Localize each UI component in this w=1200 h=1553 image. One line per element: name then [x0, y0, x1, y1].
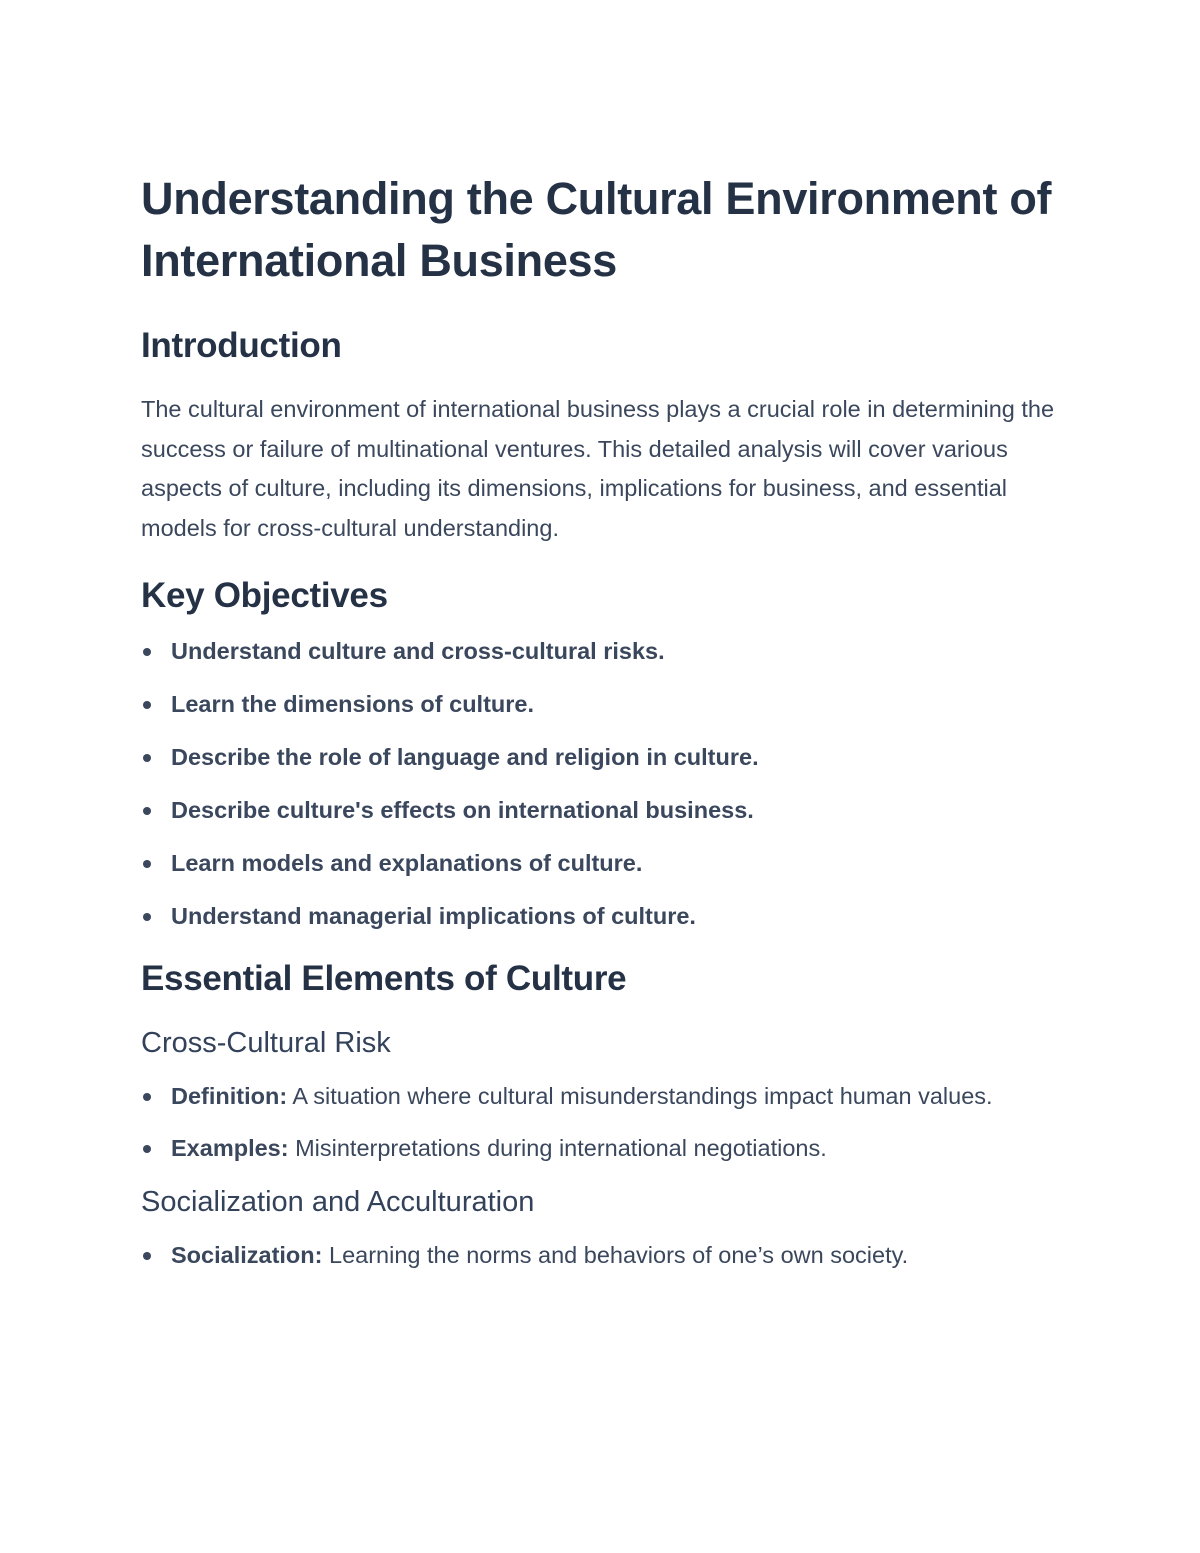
key-objectives-heading: Key Objectives [141, 576, 388, 615]
definition-term: Definition: [171, 1082, 288, 1109]
list-item [141, 738, 1071, 778]
bullet-icon [143, 648, 151, 656]
list-item [141, 791, 1071, 831]
introduction-paragraph: The cultural environment of international business plays a crucial role in determining the success or failure of multinational ventures. This detailed analysis will cover various aspects of culture, including its dimensions, implications for business, and essential models for cross-cultural understanding. [141, 396, 1055, 541]
list-item [141, 1236, 1071, 1276]
list-item [141, 632, 1071, 672]
bullet-icon [143, 1145, 151, 1153]
bullet-icon [143, 754, 151, 762]
list-item [141, 685, 1071, 725]
bullet-icon [143, 860, 151, 868]
socialization-term: Socialization: [171, 1241, 323, 1268]
list-item [141, 1077, 1071, 1117]
bullet-icon [143, 1252, 151, 1260]
list-item [141, 1129, 1071, 1169]
cross-cultural-risk-heading: Cross-Cultural Risk [141, 1026, 391, 1059]
bullet-icon [143, 913, 151, 921]
objective-text: Learn models and explanations of culture. [171, 850, 643, 876]
definition-text: A situation where cultural misunderstandings impact human values. [287, 1082, 993, 1109]
examples-text: Misinterpretations during international negotiations. [288, 1135, 827, 1161]
cross-cultural-risk-list [141, 1077, 1071, 1169]
key-objectives-list [141, 632, 1071, 937]
socialization-text: Learning the norms and behaviors of one’s own society. [322, 1241, 909, 1268]
page-title: Understanding the Cultural Environment of International Business [141, 173, 1052, 286]
objective-text: Describe the role of language and religion in culture. [171, 744, 759, 770]
objective-text: Understand culture and cross-cultural risks. [171, 638, 665, 664]
introduction-heading: Introduction [141, 326, 342, 365]
essential-elements-heading: Essential Elements of Culture [141, 958, 627, 998]
bullet-icon [143, 1093, 151, 1101]
list-item [141, 897, 1071, 937]
socialization-heading: Socialization and Acculturation [141, 1185, 535, 1218]
document-page [141, 168, 1071, 1275]
bullet-icon [143, 701, 151, 709]
list-item [141, 844, 1071, 884]
examples-term: Examples: [171, 1135, 289, 1161]
bullet-icon [143, 807, 151, 815]
objective-text: Describe culture's effects on international business. [171, 797, 754, 823]
objective-text: Understand managerial implications of culture. [171, 903, 696, 929]
objective-text: Learn the dimensions of culture. [171, 691, 534, 717]
socialization-list [141, 1236, 1071, 1276]
